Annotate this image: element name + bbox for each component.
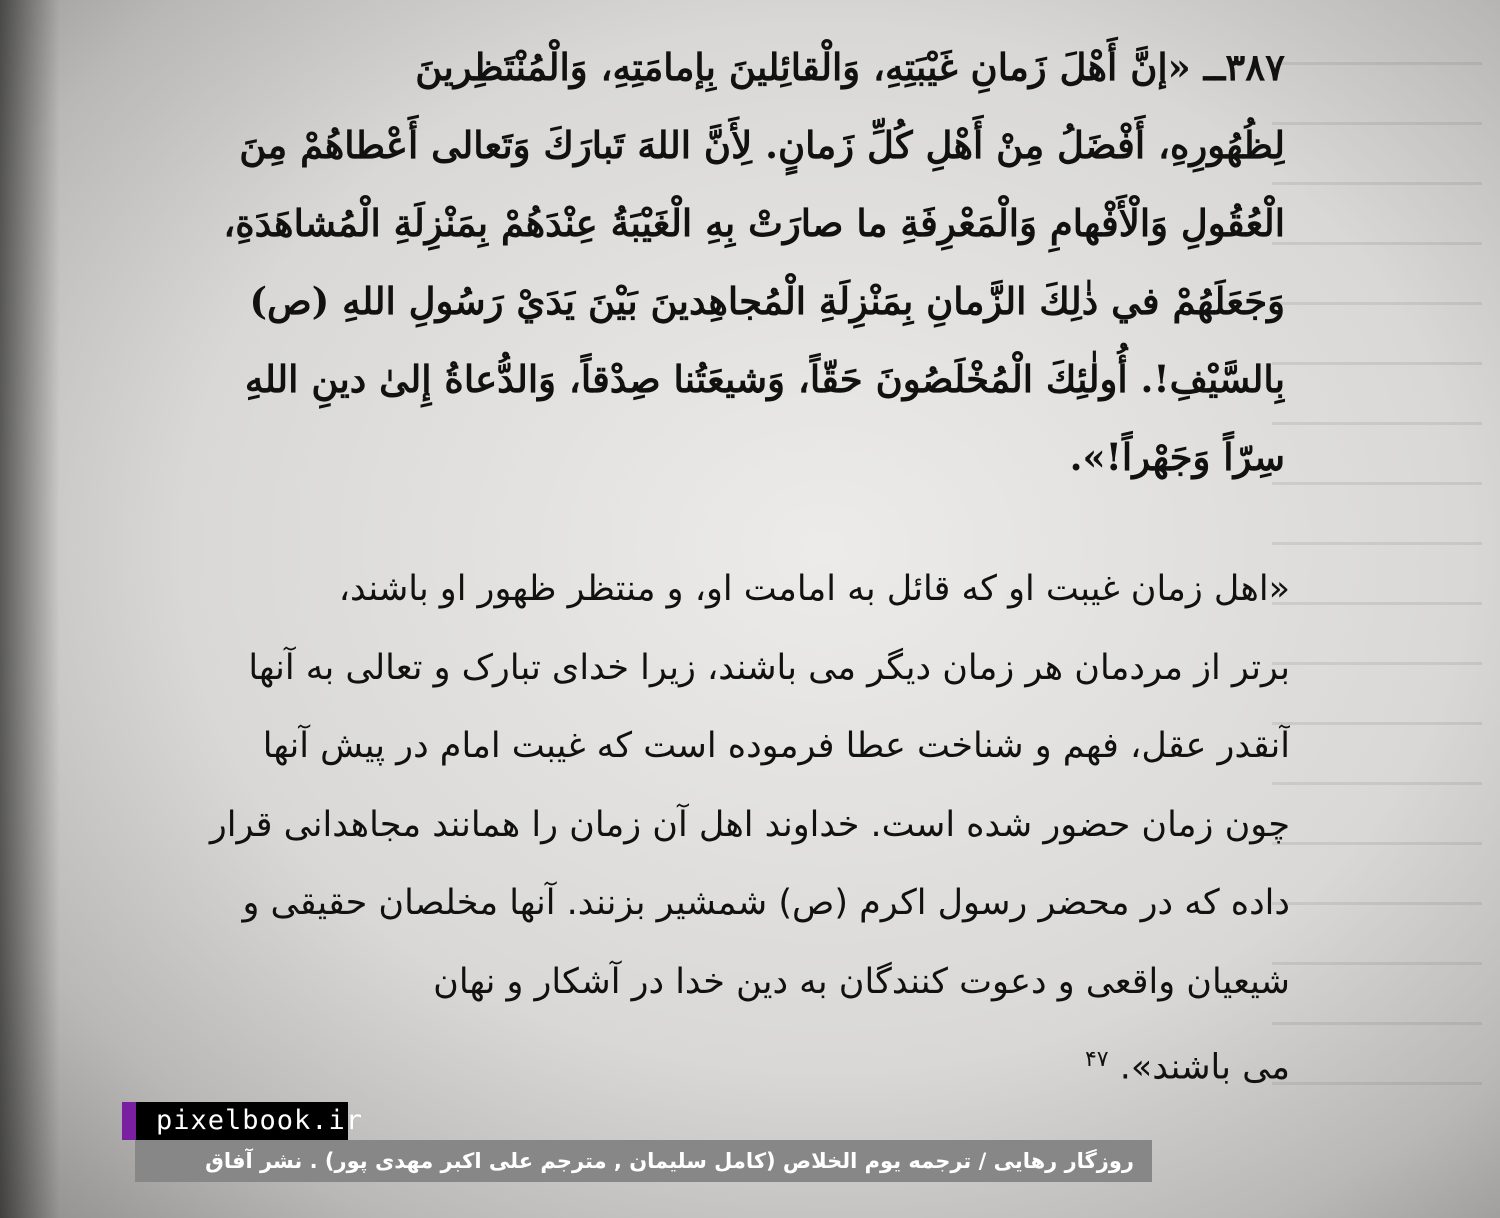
persian-line: داده که در محضر رسول اکرم (ص) شمشیر بزنند. آنها مخلصان حقیقی و xyxy=(242,883,1290,923)
arabic-line: الْعُقُولِ وَالْأَفْهامِ وَالْمَعْرِفَةِ ما صارَتْ بِهِ الْغَيْبَةُ عِنْدَهُمْ بِمَنْزِلَةِ الْمُشاهَدَةِ، xyxy=(223,201,1285,245)
persian-line: «اهل زمان غیبت او که قائل به امامت او، و منتظر ظهور او باشند، xyxy=(338,569,1290,609)
bleed-through-text xyxy=(1272,40,1482,1090)
persian-translation-text xyxy=(125,550,1290,1100)
brand-watermark: pixelbook.ir xyxy=(122,1102,348,1140)
book-caption: روزگار رهایی / ترجمه یوم الخلاص (کامل سلیمان , مترجم علی اکبر مهدی پور) . نشر آفاق xyxy=(135,1140,1152,1182)
persian-line: چون زمان حضور شده است. خداوند اهل آن زمان را همانند مجاهدانی قرار xyxy=(209,804,1290,845)
footnote-number: ۴۷ xyxy=(1084,1047,1109,1072)
arabic-line: سِرّاً وَجَهْراً!». xyxy=(1069,435,1285,479)
arabic-line: وَجَعَلَهُمْ في ذٰلِكَ الزَّمانِ بِمَنْزِلَةِ الْمُجاهِدينَ بَيْنَ يَدَيْ رَسُولِ اللهِ (ص) xyxy=(249,279,1285,323)
persian-line: برتر از مردمان هر زمان دیگر می باشند، زیرا خدای تبارک و تعالی به آنها xyxy=(248,647,1290,688)
persian-line-last xyxy=(125,1021,1290,1100)
arabic-line: بِالسَّيْفِ!. أُولٰئِكَ الْمُخْلَصُونَ حَقّاً، وَشيعَتُنا صِدْقاً، وَالدُّعاةُ إِلىٰ دينِ اللهِ xyxy=(244,357,1285,401)
persian-line: شیعیان واقعی و دعوت کنندگان به دین خدا در آشکار و نهان xyxy=(433,961,1290,1002)
arabic-hadith-text xyxy=(125,28,1285,496)
page-edge-shadow xyxy=(0,0,60,1218)
persian-line: آنقدر عقل، فهم و شناخت عطا فرموده است که غیبت امام در پیش آنها xyxy=(262,726,1290,766)
arabic-line: لِظُهُورِهِ، أَفْضَلُ مِنْ أَهْلِ كُلِّ زَمانٍ. لِأَنَّ اللهَ تَبارَكَ وَتَعالى أَعْطاهُمْ مِنَ xyxy=(239,123,1285,167)
persian-line-text: می باشند». xyxy=(1119,1047,1290,1088)
arabic-line: ٣٨٧ــ «إنَّ أَهْلَ زَمانِ غَيْبَتِهِ، وَالْقائِلينَ بِإمامَتِهِ، وَالْمُنْتَظِرينَ xyxy=(415,45,1285,89)
